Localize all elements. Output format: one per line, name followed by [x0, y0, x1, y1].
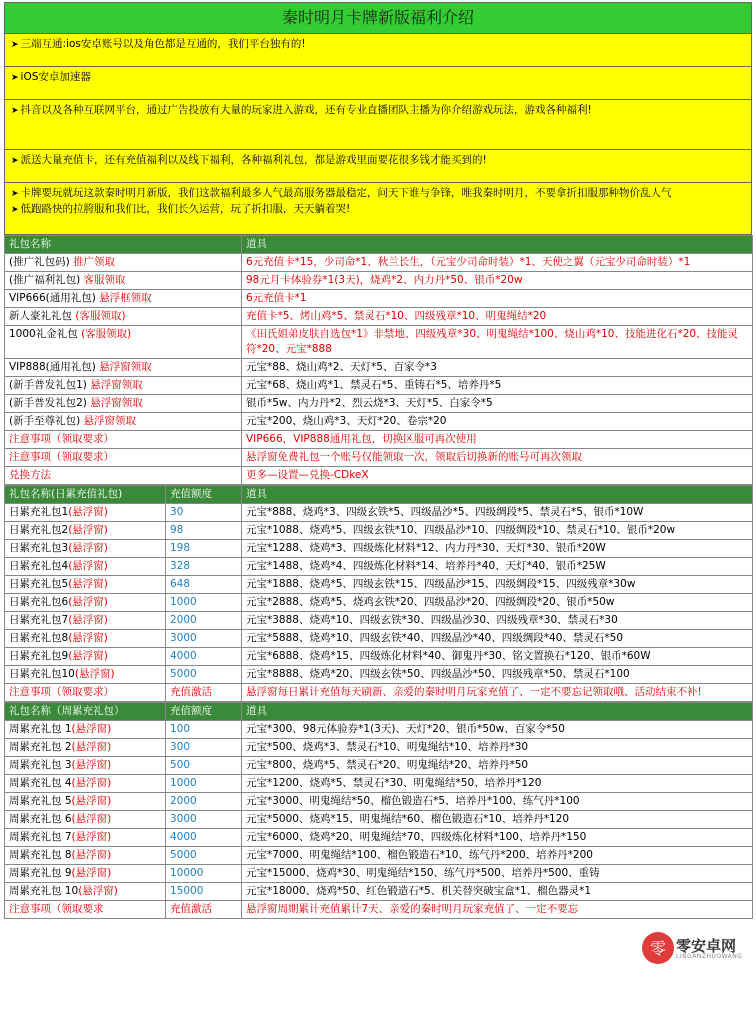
gift-name-cell [5, 254, 242, 272]
recharge-amount: 5000 [166, 847, 242, 865]
recharge-amount: 2000 [166, 612, 242, 630]
gift-name: 1000礼金礼包 [9, 328, 82, 340]
table-header-row [5, 236, 753, 254]
package-items: 元宝*1488、烧鸡*4、四级炼化材料*14、培养丹*40、天灯*40、银币*25W [242, 558, 753, 576]
intro-section [4, 34, 752, 235]
recharge-amount: 10000 [166, 865, 242, 883]
gift-items: 6元充值卡*1 [242, 290, 753, 308]
gift-items: 《田氏姐弟皮肤自选包*1》非禁地、四级残章*30、明鬼绳结*100、烧山鸡*10、技能进化石*20、技能灵符*20、元宝*888 [242, 326, 753, 359]
table-row [5, 666, 753, 684]
gift-source: 悬浮窗领取 [83, 415, 137, 427]
note-text: 更多—设置—兑换-CDkeX [242, 467, 753, 485]
package-tag: (悬浮窗) [68, 614, 108, 626]
table-row [5, 522, 753, 540]
package-name: 周累充礼包 6 [9, 813, 72, 825]
package-items: 元宝*1888、烧鸡*5、四级玄铁*15、四级晶沙*15、四级绸段*15、四级残章*30w [242, 576, 753, 594]
package-name-cell [5, 739, 166, 757]
package-items: 元宝*1288、烧鸡*3、四级炼化材料*12、内力丹*30、天灯*30、银币*20W [242, 540, 753, 558]
package-items: 元宝*7000、明鬼绳结*100、榴色锻造石*10、练气丹*200、培养丹*200 [242, 847, 753, 865]
gift-source: 悬浮框领取 [99, 292, 152, 304]
package-tag: (悬浮窗) [71, 813, 112, 825]
package-name: 日累充礼包2 [9, 524, 69, 536]
watermark-subtext: LINGANZHUOWANG [676, 953, 743, 960]
table-row [5, 811, 753, 829]
recharge-amount: 100 [166, 721, 242, 739]
gift-items: 6元充值卡*15，少司命*1、秋兰长生，（元宝少司命时装）*1、天使之翼（元宝少司命时装）*1 [242, 254, 753, 272]
gift-source: 悬浮窗领取 [90, 379, 143, 391]
package-items: 元宝*5000、烧鸡*15、明鬼绳结*60、榴色锻造石*10、培养丹*120 [242, 811, 753, 829]
intro-row [4, 100, 752, 150]
recharge-amount: 1000 [166, 594, 242, 612]
package-tag: (悬浮窗) [68, 650, 108, 662]
recharge-amount: 30 [166, 504, 242, 522]
gift-name-cell [5, 377, 242, 395]
table-row [5, 504, 753, 522]
package-name-cell [5, 829, 166, 847]
package-items: 元宝*18000、烧鸡*50、红色锻造石*5、机关替突破宝盒*1、榴色器灵*1 [242, 883, 753, 901]
page-title: 秦时明月卡牌新版福利介绍 [4, 2, 752, 34]
recharge-amount: 98 [166, 522, 242, 540]
note-text: 悬浮窗周期累计充值累计7天、亲爱的秦时明月玩家充值了、一定不要忘 [242, 901, 753, 919]
package-items: 元宝*1200、烧鸡*5、禁灵石*30、明鬼绳结*50、培养丹*120 [242, 775, 753, 793]
gift-name-cell [5, 308, 242, 326]
note-text: 悬浮窗免费礼包一个账号仅能领取一次，领取后切换新的账号可再次领取 [242, 449, 753, 467]
package-items: 元宝*8888、烧鸡*20、四级玄铁*50、四级晶沙*50、四级残章*50、禁灵石*100 [242, 666, 753, 684]
column-header: 礼包名称 [5, 236, 242, 254]
package-name-cell [5, 630, 166, 648]
gift-name: (推广福利礼包) [9, 274, 84, 286]
gift-table [4, 235, 753, 485]
intro-line: ➤ 派送大量充值卡，还有充值福利以及线下福利，各种福利礼包，都是游戏里面要花很多钱才能买到的! [11, 153, 747, 169]
package-name-cell [5, 504, 166, 522]
package-tag: (悬浮窗) [71, 777, 112, 789]
table-row [5, 757, 753, 775]
package-name-cell [5, 883, 166, 901]
package-items: 元宝*15000、烧鸡*30、明鬼绳结*150、练气丹*500、培养丹*500、重铸 [242, 865, 753, 883]
column-header: 礼包名称(日累充值礼包) [5, 486, 166, 504]
intro-line: ➤ 抖音以及各种互联网平台，通过广告投放有大量的玩家进入游戏，还有专业直播团队主播为你介绍游戏玩法，游戏各种福利! [11, 103, 747, 119]
gift-name: 新人豪礼礼包 [9, 310, 76, 322]
note-row [5, 901, 753, 919]
column-header: 道具 [242, 236, 753, 254]
gift-name-cell [5, 359, 242, 377]
svg-text:零: 零 [649, 939, 667, 958]
recharge-amount: 648 [166, 576, 242, 594]
recharge-amount: 15000 [166, 883, 242, 901]
package-name: 日累充礼包7 [9, 614, 69, 626]
table-row [5, 648, 753, 666]
package-tag: (悬浮窗) [71, 759, 112, 771]
package-name-cell [5, 576, 166, 594]
package-name: 周累充礼包 9 [9, 867, 72, 879]
table-row [5, 413, 753, 431]
recharge-amount: 2000 [166, 793, 242, 811]
column-header: 充值额度 [166, 703, 242, 721]
table-row [5, 612, 753, 630]
gift-name: VIP888(通用礼包) [9, 361, 100, 373]
package-tag: (悬浮窗) [68, 596, 108, 608]
package-items: 元宝*3000、明鬼绳结*50、榴色锻造石*5、培养丹*100、练气丹*100 [242, 793, 753, 811]
gift-items: 充值卡*5、烤山鸡*5、禁灵石*10、四级残章*10、明鬼绳结*20 [242, 308, 753, 326]
gift-name-cell [5, 326, 242, 359]
package-items: 元宝*6888、烧鸡*15、四级炼化材料*40、御鬼丹*30、铭文置换石*120、银币*60W [242, 648, 753, 666]
note-label: 兑换方法 [5, 467, 242, 485]
note-text: VIP666，VIP888通用礼包，切换区服可再次使用 [242, 431, 753, 449]
table-row [5, 558, 753, 576]
recharge-amount: 3000 [166, 811, 242, 829]
package-name: 日累充礼包6 [9, 596, 69, 608]
intro-line: ➤ 低跑路快的拉胯服和我们比，我们长久运营，玩了折扣服，天天躺着哭! [11, 202, 747, 218]
intro-line: ➤ iOS安卓加速器 [11, 70, 747, 86]
package-tag: (悬浮窗) [68, 542, 108, 554]
table-row [5, 308, 753, 326]
gift-items: 元宝*68、烧山鸡*1、禁灵石*5、重铸石*5、培养丹*5 [242, 377, 753, 395]
package-items: 元宝*888、烧鸡*3、四级玄铁*5、四级晶沙*5、四级绸段*5、禁灵石*5、银币*10W [242, 504, 753, 522]
package-name-cell [5, 558, 166, 576]
table-row [5, 290, 753, 308]
gift-items: 元宝*88、烧山鸡*2、天灯*5、百家令*3 [242, 359, 753, 377]
recharge-amount: 500 [166, 757, 242, 775]
note-label: 注意事项（领取要求 [5, 901, 166, 919]
package-name-cell [5, 793, 166, 811]
package-name: 日累充礼包3 [9, 542, 69, 554]
package-items: 元宝*2888、烧鸡*5、烧鸡玄铁*20、四级晶沙*20、四级绸段*20、银币*50w [242, 594, 753, 612]
table-row [5, 630, 753, 648]
package-tag: (悬浮窗) [74, 668, 115, 680]
package-name: 日累充礼包1 [9, 506, 69, 518]
recharge-amount: 3000 [166, 630, 242, 648]
weekly-table [4, 702, 753, 919]
package-name: 日累充礼包5 [9, 578, 69, 590]
package-tag: (悬浮窗) [71, 831, 112, 843]
package-name: 周累充礼包 3 [9, 759, 72, 771]
note-row [5, 684, 753, 702]
package-items: 元宝*3888、烧鸡*10、四级玄铁*30、四级晶沙30、四级残章*30、禁灵石*30 [242, 612, 753, 630]
table-row [5, 865, 753, 883]
table-row [5, 326, 753, 359]
column-header: 充值额度 [166, 486, 242, 504]
package-items: 元宝*800、烧鸡*5、禁灵石*20、明鬼绳结*20、培养丹*50 [242, 757, 753, 775]
package-tag: (悬浮窗) [71, 795, 112, 807]
intro-row [4, 67, 752, 100]
gift-source: (客服领取) [75, 310, 126, 322]
package-items: 元宝*300、98元体验券*1(3天)、天灯*20、银币*50w、百家令*50 [242, 721, 753, 739]
package-items: 元宝*500、烧鸡*3、禁灵石*10、明鬼绳结*10、培养丹*30 [242, 739, 753, 757]
package-name-cell [5, 757, 166, 775]
gift-name-cell [5, 413, 242, 431]
note-label: 注意事项（领取要求） [5, 449, 242, 467]
gift-source: 推广领取 [73, 256, 116, 268]
package-name: 周累充礼包 10 [9, 885, 79, 897]
recharge-amount: 198 [166, 540, 242, 558]
table-row [5, 847, 753, 865]
gift-source: 客服领取 [83, 274, 126, 286]
table-row [5, 594, 753, 612]
package-name-cell [5, 540, 166, 558]
table-row [5, 395, 753, 413]
package-name: 周累充礼包 1 [9, 723, 72, 735]
package-name: 日累充礼包10 [9, 668, 75, 680]
gift-source: (客服领取) [81, 328, 132, 340]
recharge-amount: 328 [166, 558, 242, 576]
package-name: 周累充礼包 4 [9, 777, 72, 789]
spreadsheet [4, 2, 752, 919]
package-tag: (悬浮窗) [68, 578, 108, 590]
package-tag: (悬浮窗) [71, 849, 112, 861]
gift-name: (推广礼包码) [9, 256, 74, 268]
package-tag: (悬浮窗) [78, 885, 118, 897]
package-tag: (悬浮窗) [71, 723, 112, 735]
package-name: 周累充礼包 7 [9, 831, 72, 843]
gift-source: 悬浮窗领取 [90, 397, 143, 409]
package-name-cell [5, 775, 166, 793]
intro-line: ➤ 卡牌要玩就玩这款秦时明月新版，我们这款福利最多人气最高服务器最稳定，问天下谁与争锋，唯我秦时明月，不要拿折扣服那种物价乱人气 [11, 186, 747, 202]
package-tag: (悬浮窗) [71, 867, 112, 879]
package-tag: (悬浮窗) [68, 506, 108, 518]
package-items: 元宝*6000、烧鸡*20、明鬼绳结*70、四级炼化材料*100、培养丹*150 [242, 829, 753, 847]
note-label: 注意事项（领取要求） [5, 684, 166, 702]
package-name-cell [5, 648, 166, 666]
package-tag: (悬浮窗) [68, 524, 108, 536]
gift-name-cell [5, 395, 242, 413]
package-name-cell [5, 721, 166, 739]
note-activation: 充值激活 [166, 901, 242, 919]
gift-name: VIP666(通用礼包) [9, 292, 100, 304]
gift-name: (新手至尊礼包) [9, 415, 84, 427]
package-name-cell [5, 865, 166, 883]
package-name-cell [5, 594, 166, 612]
table-row [5, 721, 753, 739]
intro-row [4, 150, 752, 183]
package-items: 元宝*1088、烧鸡*5、四级玄铁*10、四级晶沙*10、四级绸段*10、禁灵石*10、银币*20w [242, 522, 753, 540]
package-name: 日累充礼包4 [9, 560, 69, 572]
table-header-row [5, 486, 753, 504]
column-header: 道具 [242, 486, 753, 504]
recharge-amount: 1000 [166, 775, 242, 793]
package-tag: (悬浮窗) [71, 741, 112, 753]
note-row [5, 449, 753, 467]
package-tag: (悬浮窗) [68, 560, 108, 572]
note-label: 注意事项（领取要求） [5, 431, 242, 449]
table-row [5, 359, 753, 377]
package-name: 周累充礼包 8 [9, 849, 72, 861]
gift-items: 98元月卡体验券*1(3天)，烧鸡*2、内力丹*50、银币*20w [242, 272, 753, 290]
table-row [5, 254, 753, 272]
table-row [5, 272, 753, 290]
gift-name-cell [5, 290, 242, 308]
column-header: 道具 [242, 703, 753, 721]
watermark-text: 零安卓网 [676, 937, 737, 955]
note-text: 悬浮窗每日累计充值每天刷新、亲爱的秦时明月玩家充值了、一定不要忘记领取哦、活动结束不补! [242, 684, 753, 702]
intro-line: ➤ 三端互通:ios安卓账号以及角色都是互通的，我们平台独有的! [11, 37, 747, 53]
table-row [5, 883, 753, 901]
package-name-cell [5, 666, 166, 684]
recharge-amount: 5000 [166, 666, 242, 684]
gift-items: 银币*5w、内力丹*2、烈云烧*3、天灯*5、白家令*5 [242, 395, 753, 413]
package-name: 周累充礼包 2 [9, 741, 72, 753]
package-name: 日累充礼包8 [9, 632, 69, 644]
note-activation: 充值激活 [166, 684, 242, 702]
recharge-amount: 4000 [166, 648, 242, 666]
table-row [5, 829, 753, 847]
table-row [5, 576, 753, 594]
table-row [5, 775, 753, 793]
package-items: 元宝*5888、烧鸡*10、四级玄铁*40、四级晶沙*40、四级绸段*40、禁灵石*50 [242, 630, 753, 648]
gift-source: 悬浮窗领取 [99, 361, 152, 373]
gift-name: (新手普发礼包2) [9, 397, 91, 409]
note-row [5, 431, 753, 449]
package-name-cell [5, 847, 166, 865]
package-name: 日累充礼包9 [9, 650, 69, 662]
table-row [5, 739, 753, 757]
gift-items: 元宝*200、烧山鸡*3、天灯*20、卷宗*20 [242, 413, 753, 431]
intro-row [4, 34, 752, 67]
package-name-cell [5, 811, 166, 829]
column-header: 礼包名称（周累充礼包） [5, 703, 166, 721]
package-name-cell [5, 522, 166, 540]
recharge-amount: 300 [166, 739, 242, 757]
recharge-amount: 4000 [166, 829, 242, 847]
package-tag: (悬浮窗) [68, 632, 108, 644]
table-row [5, 793, 753, 811]
note-row [5, 467, 753, 485]
package-name: 周累充礼包 5 [9, 795, 72, 807]
gift-name-cell [5, 272, 242, 290]
daily-table [4, 485, 753, 702]
table-header-row [5, 703, 753, 721]
intro-row [4, 183, 752, 235]
table-row [5, 377, 753, 395]
table-row [5, 540, 753, 558]
gift-name: (新手普发礼包1) [9, 379, 91, 391]
package-name-cell [5, 612, 166, 630]
